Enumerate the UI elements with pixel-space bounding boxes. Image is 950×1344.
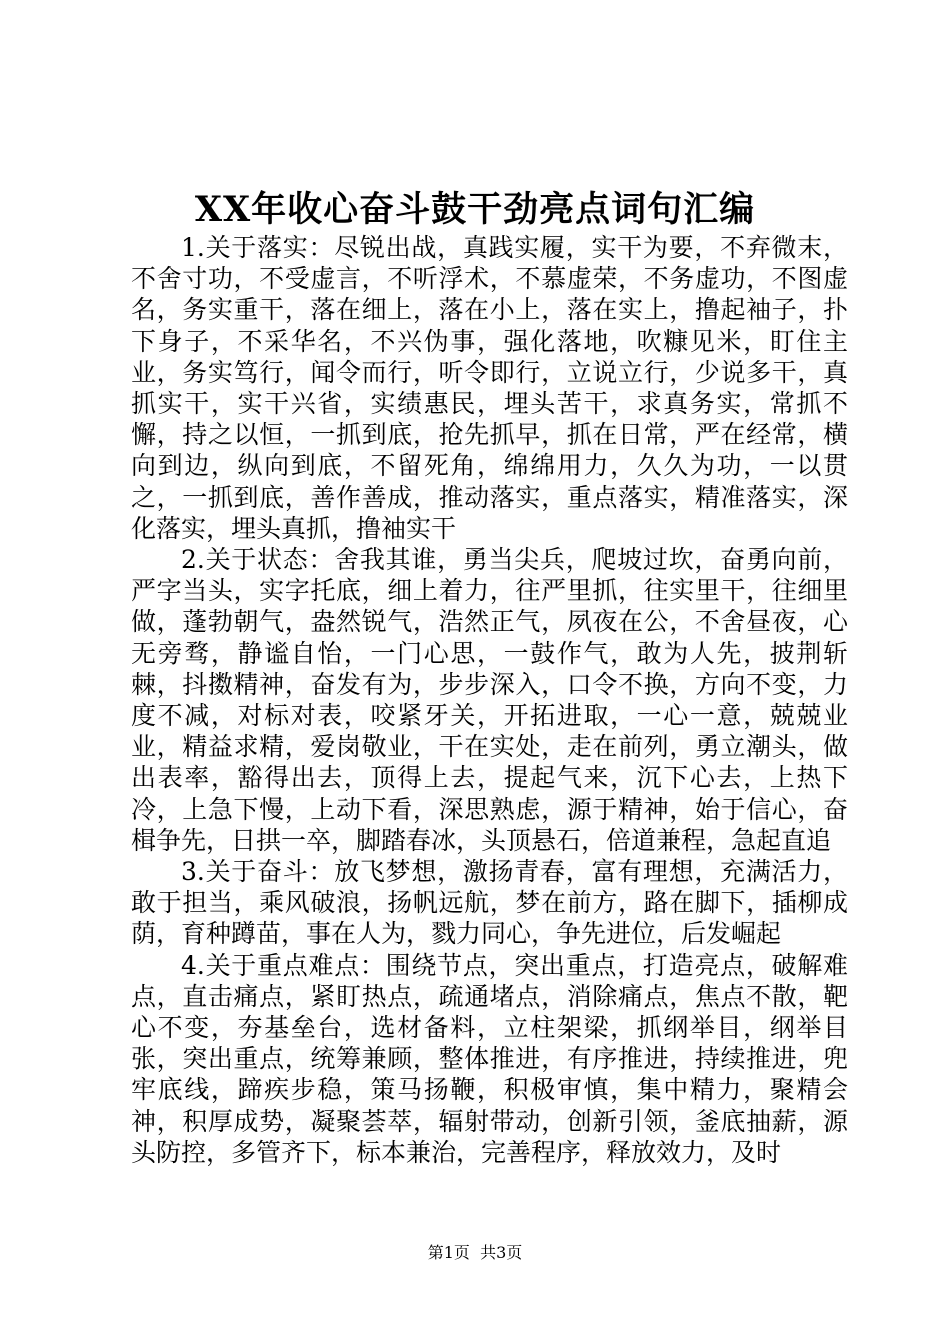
document-title: XX年收心奋斗鼓干劲亮点词句汇编 [194,189,756,230]
paragraph-state: 2.关于状态：舍我其谁，勇当尖兵，爬坡过坎，奋勇向前，严字当头，实字托底，细上着力，往严里抓，往实里干，往细里做，蓬勃朝气，盎然锐气，浩然正气，夙夜在公，不舍昼夜，心无旁骛，静谧自怡，一门心思，一鼓作气，敢为人先，披荆斩棘，抖擞精神，奋发有为，步步深入，口令不换，方向不变，力度不减，对标对表，咬紧牙关，开拓进取，一心一意，兢兢业业，精益求精，爱岗敬业，干在实处，走在前列，勇立潮头，做出表率，豁得出去，顶得上去，提起气来，沉下心去，上热下冷，上急下慢，上动下看，深思熟虑，源于精神，始于信心，奋楫争先，日拱一卒，脚踏春冰，头顶悬石，倍道兼程，急起直追 [131,545,848,855]
page-number-footer: 第1页 共3页 [427,1243,523,1262]
paragraph-key-difficulties: 4.关于重点难点：围绕节点，突出重点，打造亮点，破解难点，直击痛点，紧盯热点，疏通堵点，消除痛点，焦点不散，靶心不变，夯基垒台，选材备料，立柱架梁，抓纲举目，纲举目张，突出重点，统筹兼顾，整体推进，有序推进，持续推进，兜牢底线，蹄疾步稳，策马扬鞭，积极审慎，集中精力，聚精会神，积厚成势，凝聚荟萃，辐射带动，创新引领，釜底抽薪，源头防控，多管齐下，标本兼治，完善程序，释放效力，及时 [131,950,848,1167]
document-body [131,232,848,1168]
paragraph-struggle: 3.关于奋斗：放飞梦想，激扬青春，富有理想，充满活力，敢于担当，乘风破浪，扬帆远航，梦在前方，路在脚下，插柳成荫，育种蹲苗，事在人为，戮力同心，争先进位，后发崛起 [131,857,848,949]
paragraph-implementation: 1.关于落实：尽锐出战，真践实履，实干为要，不弃微末，不舍寸功，不受虚言，不听浮术，不慕虚荣，不务虚功，不图虚名，务实重干，落在细上，落在小上，落在实上，撸起袖子，扑下身子，不采华名，不兴伪事，强化落地，吹糠见米，盯住主业，务实笃行，闻令而行，听令即行，立说立行，少说多干，真抓实干，实干兴省，实绩惠民，埋头苦干，求真务实，常抓不懈，持之以恒，一抓到底，抢先抓早，抓在日常，严在经常，横向到边，纵向到底，不留死角，绵绵用力，久久为功，一以贯之，一抓到底，善作善成，推动落实，重点落实，精准落实，深化落实，埋头真抓，撸袖实干 [131,233,848,543]
